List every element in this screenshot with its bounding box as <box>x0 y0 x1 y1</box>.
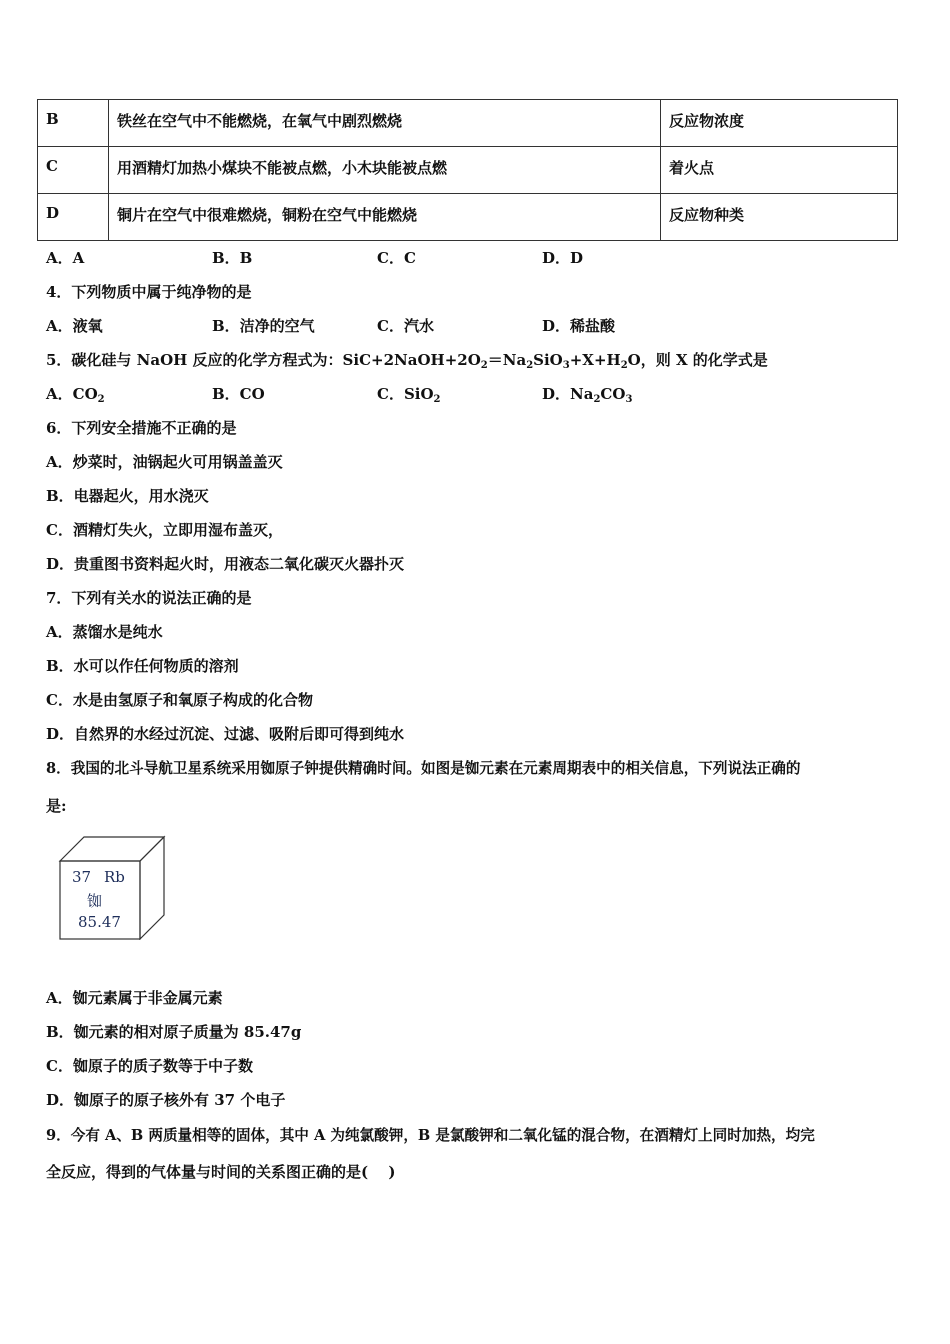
q4-option-b: B．洁净的空气 <box>212 317 315 335</box>
q4-option-d: D．稀盐酸 <box>542 317 616 335</box>
table-row <box>38 147 898 194</box>
element-name: 铷 <box>87 892 103 910</box>
q8-option-b: B．铷元素的相对原子质量为 85.47g <box>46 1023 302 1041</box>
row-phenomenon: 铜片在空气中很难燃烧，铜粉在空气中能燃烧 <box>109 194 661 241</box>
q7-stem: 7．下列有关水的说法正确的是 <box>46 589 252 607</box>
row-label: B <box>38 100 109 147</box>
q5-option-d: D．$Na_2CO_3$ <box>542 385 633 405</box>
q9-stem: 9．今有 A、B 两质量相等的固体，其中 A 为纯氯酸钾，B 是氯酸钾和二氧化锰的混合物，在酒精灯上同时加热，均完 <box>46 1127 815 1144</box>
q8-option-d: D．铷原子的原子核外有 37 个电子 <box>46 1091 286 1109</box>
table-row <box>38 194 898 241</box>
q9-stem-continued: 全反应，得到的气体量与时间的关系图正确的是( ) <box>46 1163 396 1181</box>
q5-option-c: C．SiO$_2$ <box>377 385 441 405</box>
element-symbol: Rb <box>104 868 125 886</box>
q8-stem-continued: 是: <box>46 797 67 815</box>
q4-option-a: A．液氧 <box>46 317 103 335</box>
row-phenomenon: 用酒精灯加热小煤块不能被点燃，小木块能被点燃 <box>109 147 661 194</box>
q8-stem: 8．我国的北斗导航卫星系统采用铷原子钟提供精确时间。如图是铷元素在元素周期表中的相关信息，下列说法正确的 <box>46 760 801 777</box>
element-number: 37 <box>72 868 92 886</box>
q5-option-b: B．CO <box>212 385 265 403</box>
q5-stem: 5．碳化硅与 NaOH 反应的化学方程式为：$SiC+2NaOH+2O_2=Na_2SiO_3+X+H_2O$，则 X 的化学式是 <box>46 351 768 371</box>
q8-option-a: A．铷元素属于非金属元素 <box>46 989 223 1007</box>
q6-option-b: B．电器起火，用水浇灭 <box>46 487 209 505</box>
q7-option-a: A．蒸馏水是纯水 <box>46 623 163 641</box>
q3-option-b: B．B <box>212 249 253 267</box>
row-factor: 反应物浓度 <box>661 100 898 147</box>
row-label: C <box>38 147 109 194</box>
row-phenomenon: 铁丝在空气中不能燃烧，在氧气中剧烈燃烧 <box>109 100 661 147</box>
q7-option-d: D．自然界的水经过沉淀、过滤、吸附后即可得到纯水 <box>46 725 405 743</box>
q8-option-c: C．铷原子的质子数等于中子数 <box>46 1057 253 1075</box>
q3-option-a: A．A <box>46 249 85 267</box>
q6-stem: 6．下列安全措施不正确的是 <box>46 419 237 437</box>
element-card <box>58 835 168 940</box>
q3-option-d: D．D <box>542 249 584 267</box>
q7-option-c: C．水是由氢原子和氧原子构成的化合物 <box>46 691 313 709</box>
q5-option-a: A．$CO_2$ <box>46 385 105 405</box>
q6-option-d: D．贵重图书资料起火时，用液态二氧化碳灭火器扑灭 <box>46 555 405 573</box>
q6-option-c: C．酒精灯失火，立即用湿布盖灭， <box>46 521 283 539</box>
row-label: D <box>38 194 109 241</box>
q4-stem: 4．下列物质中属于纯净物的是 <box>46 283 252 301</box>
q7-option-b: B．水可以作任何物质的溶剂 <box>46 657 239 675</box>
row-factor: 着火点 <box>661 147 898 194</box>
q4-option-c: C．汽水 <box>377 317 434 335</box>
q6-option-a: A．炒菜时，油锅起火可用锅盖盖灭 <box>46 453 283 471</box>
answer-table <box>37 99 898 241</box>
element-mass: 85.47 <box>78 913 121 931</box>
q3-option-c: C．C <box>377 249 416 267</box>
row-factor: 反应物种类 <box>661 194 898 241</box>
table-row <box>38 100 898 147</box>
